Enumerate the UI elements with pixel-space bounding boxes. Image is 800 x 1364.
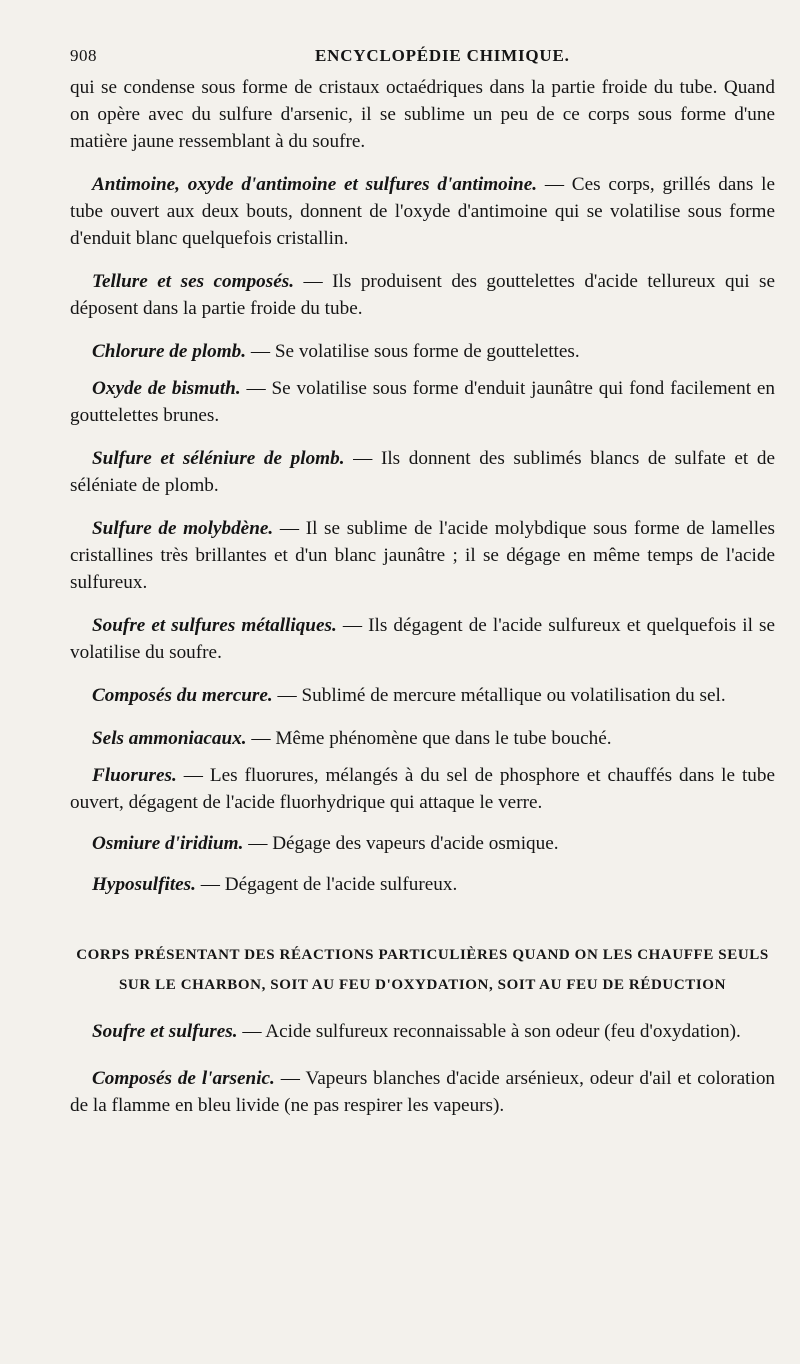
entry-oxyde-bismuth: Oxyde de bismuth. — Se volatilise sous forme d'enduit jaunâtre qui fond facilement en gouttelettes brunes. [70, 378, 776, 426]
entry-text: Se volatilise sous forme de gouttelettes. [274, 341, 580, 362]
entry-term: Sulfure et séléniure de plomb. [92, 448, 345, 469]
document-page [70, 42, 775, 1119]
entry-chlorure-plomb: Chlorure de plomb. — Se volatilise sous forme de gouttelettes. [92, 341, 580, 362]
entry-text: Même phénomène que dans le tube bouché. [275, 728, 612, 749]
page-title: ENCYCLOPÉDIE CHIMIQUE. [315, 46, 570, 65]
entry-term: Fluorures. [92, 765, 177, 786]
entry-term: Hyposulfites. [92, 874, 196, 895]
entry-text: Sublimé de mercure métallique ou volatilisation du sel. [301, 685, 726, 706]
entry-sels-ammoniacaux: Sels ammoniacaux. — Même phénomène que dans le tube bouché. [92, 728, 612, 749]
entry-text: Il se sublime de l'acide molybdique sous forme de lamelles cristallines très brillantes et d'un blanc jaunâtre ; il se dégage en même temps de l'acide sulfureux. [70, 518, 776, 593]
section-heading-line-1: CORPS PRÉSENTANT DES RÉACTIONS PARTICULIÈRES QUAND ON LES CHAUFFE SEULS [76, 947, 769, 963]
entry-text: Dégage des vapeurs d'acide osmique. [272, 833, 559, 854]
intro-paragraph: qui se condense sous forme de cristaux octaédriques dans la partie froide du tube. Quand on opère avec du sulfure d'arsenic, il se sublime un peu de ce corps sous forme d'une matière jaune ressemblant à du soufre. [70, 77, 775, 152]
page-number: 908 [70, 46, 97, 65]
entry-term: Osmiure d'iridium. [92, 833, 244, 854]
entry-molybdene: Sulfure de molybdène. — Il se sublime de l'acide molybdique sous forme de lamelles cristallines très brillantes et d'un blanc jaunâtre ; il se dégage en même temps de l'acide sulfureux. [70, 518, 776, 593]
entry-mercure: Composés du mercure. — Sublimé de mercure métallique ou volatilisation du sel. [92, 685, 726, 706]
entry-term: Sulfure de molybdène. [92, 518, 274, 539]
entry-text: Acide sulfureux reconnaissable à son odeur (feu d'oxydation). [265, 1021, 741, 1042]
entry-text: Ces corps, grillés dans le tube ouvert aux deux bouts, donnent de l'oxyde d'antimoine qui se volatilise sous forme d'enduit blanc quelquefois cristallin. [70, 174, 775, 249]
entry-antimoine: Antimoine, oxyde d'antimoine et sulfures d'antimoine. — Ces corps, grillés dans le tube ouvert aux deux bouts, donnent de l'oxyde d'antimoine qui se volatilise sous forme d'enduit blanc quelquefois cristallin. [70, 174, 775, 249]
entry-hyposulfites: Hyposulfites. — Dégagent de l'acide sulfureux. [92, 874, 458, 895]
section-heading-line-2: SUR LE CHARBON, SOIT AU FEU D'OXYDATION, SOIT AU FEU DE RÉDUCTION [118, 977, 726, 993]
entry-term: Soufre et sulfures métalliques. [92, 615, 337, 636]
entry-composes-arsenic: Composés de l'arsenic. — Vapeurs blanches d'acide arsénieux, odeur d'ail et coloration de la flamme en bleu livide (ne pas respirer les vapeurs). [70, 1068, 776, 1116]
entry-text: Ils dégagent de l'acide sulfureux et quelquefois il se volatilise du soufre. [70, 615, 776, 663]
entry-term: Composés du mercure. [92, 685, 273, 706]
entry-term: Sels ammoniacaux. [92, 728, 247, 749]
entry-text: Vapeurs blanches d'acide arsénieux, odeur d'ail et coloration de la flamme en bleu livide (ne pas respirer les vapeurs). [70, 1068, 776, 1116]
entry-text: Ils produisent des gouttelettes d'acide tellureux qui se déposent dans la partie froide du tube. [70, 271, 775, 319]
entry-fluorures: Fluorures. — Les fluorures, mélangés à du sel de phosphore et chauffés dans le tube ouvert, dégagent de l'acide fluorhydrique qui attaque le verre. [70, 765, 775, 813]
entry-soufre-sulfures-charbon: Soufre et sulfures. — Acide sulfureux reconnaissable à son odeur (feu d'oxydation). [92, 1021, 741, 1042]
entry-soufre-sulfures-metalliques: Soufre et sulfures métalliques. — Ils dégagent de l'acide sulfureux et quelquefois il se volatilise du soufre. [70, 615, 776, 663]
entry-text: Dégagent de l'acide sulfureux. [224, 874, 458, 895]
section-heading [70, 940, 775, 1000]
entry-tellure: Tellure et ses composés. — Ils produisent des gouttelettes d'acide tellureux qui se déposent dans la partie froide du tube. [70, 271, 775, 319]
entry-term: Soufre et sulfures. [92, 1021, 238, 1042]
entry-term: Chlorure de plomb. [92, 341, 247, 362]
entry-term: Tellure et ses composés. [92, 271, 295, 292]
entry-term: Antimoine, oxyde d'antimoine et sulfures d'antimoine. [92, 174, 538, 195]
entry-osmiure: Osmiure d'iridium. — Dégage des vapeurs d'acide osmique. [92, 833, 559, 854]
entry-term: Oxyde de bismuth. [92, 378, 241, 399]
entry-text: Se volatilise sous forme d'enduit jaunâtre qui fond facilement en gouttelettes brunes. [70, 378, 776, 426]
entry-text: Les fluorures, mélangés à du sel de phosphore et chauffés dans le tube ouvert, dégagent de l'acide fluorhydrique qui attaque le verre. [70, 765, 775, 813]
running-head [70, 42, 775, 70]
entry-text: Ils donnent des sublimés blancs de sulfate et de séléniate de plomb. [70, 448, 775, 496]
entry-term: Composés de l'arsenic. [92, 1068, 275, 1089]
entry-sulfure-plomb: Sulfure et séléniure de plomb. — Ils donnent des sublimés blancs de sulfate et de séléniate de plomb. [70, 448, 775, 496]
